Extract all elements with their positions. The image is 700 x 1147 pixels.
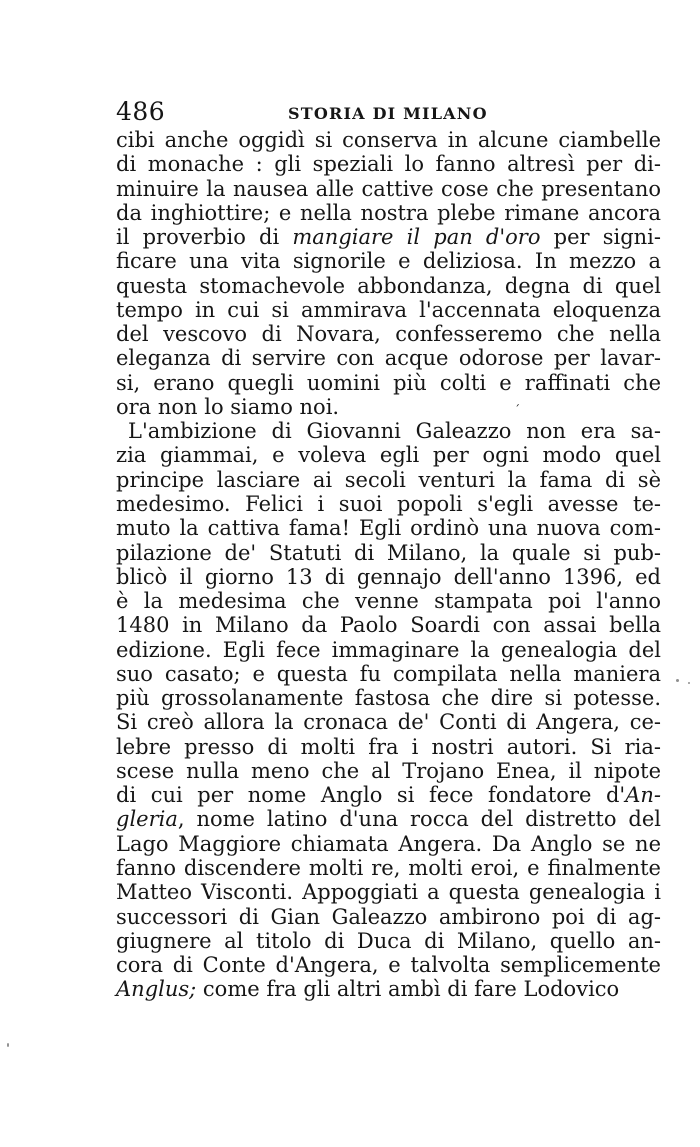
text-line xyxy=(116,807,661,831)
line-text: blicò il giorno 13 di gennajo dell'anno 1396, ed xyxy=(116,564,661,589)
line-text: successori di Gian Galeazzo ambirono poi di ag- xyxy=(116,904,661,929)
line-text: cibi anche oggidì si conserva in alcune ciambelle xyxy=(116,128,661,152)
line-text: scese nulla meno che al Trojano Enea, il nipote xyxy=(116,758,661,783)
line-text: principe lasciare ai secoli venturi la fama di sè xyxy=(116,467,661,492)
line-text: Si creò allora la cronaca de' Conti di Angera, ce- xyxy=(116,710,661,735)
text-line xyxy=(116,905,661,929)
line-text: il proverbio di xyxy=(116,225,293,250)
text-line xyxy=(116,856,661,880)
text-line xyxy=(116,128,661,152)
text-line xyxy=(116,929,661,953)
text-line xyxy=(116,516,661,540)
line-text: medesimo. Felici i suoi popoli s'egli avesse te- xyxy=(116,491,661,516)
line-text: eleganza di servire con acque odorose per lavar- xyxy=(116,346,661,371)
italic-text: mangiare il pan d'oro xyxy=(292,225,541,250)
text-line xyxy=(116,638,661,662)
line-text: Matteo Visconti. Appoggiati a questa genealogia i xyxy=(116,880,661,905)
line-text: pilazione de' Statuti di Milano, la quale si pub- xyxy=(116,540,661,565)
line-text: lebre presso di molti fra i nostri autori. Si ria- xyxy=(116,734,661,759)
line-text: Lago Maggiore chiamata Angera. Da Anglo se ne xyxy=(116,831,661,856)
text-line xyxy=(116,783,661,807)
text-line xyxy=(116,395,661,419)
line-text: per signi- xyxy=(540,225,661,250)
print-speck xyxy=(676,679,679,682)
text-line xyxy=(116,371,661,395)
line-text: tempo in cui si ammirava l'accennata eloquenza xyxy=(116,297,661,322)
line-text: ora non lo siamo noi. xyxy=(116,394,340,419)
text-line xyxy=(116,346,661,370)
line-text: zia giammai, e voleva egli per ogni modo quel xyxy=(116,443,661,468)
line-text: di cui per nome Anglo si fece fondatore d' xyxy=(116,783,626,808)
text-line xyxy=(116,274,661,298)
line-text: giugnere al titolo di Duca di Milano, quello an- xyxy=(116,928,661,953)
text-line xyxy=(116,298,661,322)
line-text: questa stomachevole abbondanza, degna di quel xyxy=(116,273,661,298)
text-line xyxy=(116,249,661,273)
italic-text: An- xyxy=(625,783,661,808)
print-speck xyxy=(688,682,690,684)
text-line xyxy=(116,880,661,904)
text-line xyxy=(116,152,661,176)
text-line xyxy=(116,468,661,492)
line-text: più grossolanamente fastosa che dire si potesse. xyxy=(116,686,661,711)
page-number: 486 xyxy=(116,97,166,126)
line-text: è la medesima che venne stampata poi l'anno xyxy=(116,589,661,614)
line-text: edizione. Egli fece immaginare la genealogia del xyxy=(116,637,661,662)
text-line xyxy=(116,541,661,565)
text-line xyxy=(116,225,661,249)
print-speck xyxy=(7,1043,9,1047)
text-line xyxy=(116,201,661,225)
ink-fleck: ˊ xyxy=(514,402,521,417)
running-head: STORIA DI MILANO xyxy=(288,104,488,123)
text-line xyxy=(116,710,661,734)
italic-text: gleria xyxy=(116,807,178,832)
text-line xyxy=(116,492,661,516)
italic-text: Anglus; xyxy=(116,977,197,1002)
line-text: cora di Conte d'Angera, e talvolta semplicemente xyxy=(116,953,661,978)
text-line xyxy=(116,565,661,589)
page-header xyxy=(116,98,661,126)
text-line xyxy=(116,735,661,759)
body-text xyxy=(116,128,661,1002)
line-text: come fra gli altri ambì di fare Lodovico xyxy=(196,977,620,1002)
text-line xyxy=(116,662,661,686)
line-text: di monache : gli speziali lo fanno altresì per di- xyxy=(116,152,661,177)
text-line xyxy=(116,977,661,1001)
text-line xyxy=(116,419,661,443)
line-text: muto la cattiva fama! Egli ordinò una nuova com- xyxy=(116,516,661,541)
line-text: da inghiottire; e nella nostra plebe rimane ancora xyxy=(116,200,661,225)
line-text: minuire la nausea alle cattive cose che presentano xyxy=(116,176,661,201)
text-line xyxy=(116,759,661,783)
line-text: fanno discendere molti re, molti eroi, e finalmente xyxy=(116,855,661,880)
text-line xyxy=(116,177,661,201)
line-text: suo casato; e questa fu compilata nella maniera xyxy=(116,661,661,686)
line-text: , nome latino d'una rocca del distretto del xyxy=(177,807,661,832)
text-line xyxy=(116,686,661,710)
text-line xyxy=(116,589,661,613)
text-line xyxy=(116,832,661,856)
text-line xyxy=(116,322,661,346)
line-text: si, erano quegli uomini più colti e raffinati che xyxy=(116,370,661,395)
text-line xyxy=(116,953,661,977)
line-text: del vescovo di Novara, confesseremo che nella xyxy=(116,322,661,347)
line-text: 1480 in Milano da Paolo Soardi con assai bella xyxy=(116,613,661,638)
text-line xyxy=(116,443,661,467)
line-text: ficare una vita signorile e deliziosa. In mezzo a xyxy=(116,249,661,274)
text-line xyxy=(116,613,661,637)
line-text: L'ambizione di Giovanni Galeazzo non era sa- xyxy=(128,419,661,444)
